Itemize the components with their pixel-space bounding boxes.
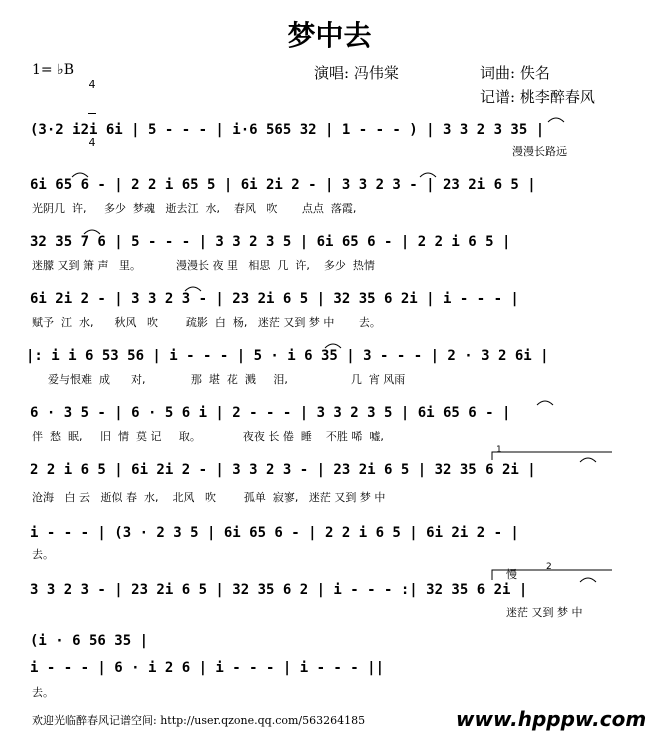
slur-1 (548, 118, 564, 122)
score-row-2-lyrics: 光阴几 许, 多少 梦魂 逝去江 水, 春风 吹 点点 落霞, (32, 202, 357, 215)
score-row-2-notes: 6i 65 6 - | 2 2 i 65 5 | 6i 2i 2 - | 3 3 2 3 - | 23 2i 6 5 | (30, 177, 536, 193)
footer-text: 欢迎光临醉春风记谱空间: http://user.qzone.qq.com/563264185 (32, 714, 366, 727)
song-title: 梦中去 (287, 19, 372, 52)
score-row-3-notes: 32 35 7 6 | 5 - - - | 3 3 2 3 5 | 6i 65 6 - | 2 2 i 6 5 | (30, 234, 511, 250)
score-row-5-lyrics: 爱与恨难 成 对, 那 堪 花 溅 泪, 几 宵 风雨 (48, 373, 406, 386)
volta-1-bracket (492, 452, 612, 460)
singer-credit: 演唱: 冯伟棠 (314, 64, 399, 82)
slur-6 (325, 344, 341, 348)
transcriber-credit: 记谱: 桃李醉春风 (480, 88, 595, 106)
score-row-4-lyrics: 赋予 江 水, 秋风 吹 疏影 白 杨, 迷茫 又到 梦 中 去。 (32, 316, 381, 329)
score-row-11-lyrics: 去。 (32, 686, 54, 699)
score-row-4-notes: 6i 2i 2 - | 3 3 2 3 - | 23 2i 6 5 | 32 35 6 2i | i - - - | (30, 291, 519, 307)
score-row-7-notes: 2 2 i 6 5 | 6i 2i 2 - | 3 3 2 3 - | 23 2i 6 5 | 32 35 6 2i | (30, 462, 536, 478)
score-row-10-notes: (i · 6 56 35 | (30, 633, 149, 649)
score-row-5-notes: |: i i 6 53 56 | i - - - | 5 · i 6 35 | 3 - - - | 2 · 3 2 6i | (26, 348, 549, 364)
watermark: www.hpppw.com (456, 707, 647, 731)
score-row-8-lyrics: 去。 (32, 548, 54, 561)
composer-credit: 词曲: 佚名 (480, 64, 550, 82)
score-row-3-lyrics: 迷朦 又到 箫 声 里。 漫漫长 夜 里 相思 几 许, 多少 热情 (32, 259, 375, 272)
tempo-mark: 慢 (506, 568, 517, 581)
slur-9 (580, 578, 596, 582)
score-row-1-lyrics: 漫漫长路远 (512, 145, 567, 158)
volta-1-label: 1 (496, 445, 502, 455)
slur-4 (84, 230, 100, 234)
score-row-7-lyrics: 沧海 白 云 逝似 春 水, 北风 吹 孤单 寂寥, 迷茫 又到 梦 中 (32, 491, 386, 504)
score-row-1-notes: (3·2 i2i 6i | 5 - - - | i·6 565 32 | 1 - - - ) | 3 3 2 3 35 | (30, 122, 545, 138)
score-row-11-notes: i - - - | 6 · i 2 6 | i - - - | i - - - || (30, 660, 385, 676)
slur-8 (580, 458, 596, 462)
slur-7 (537, 401, 553, 405)
score-row-6-lyrics: 伴 愁 眠, 旧 情 莫 记 取。 夜夜 长 倦 睡 不胜 唏 嘘, (32, 430, 384, 443)
key-signature: 1= ♭B (32, 62, 74, 78)
slur-5 (185, 287, 201, 291)
time-signature-bottom: 4 (88, 136, 96, 149)
volta-2-label: 2 (546, 562, 552, 572)
time-signature-top: 4 (88, 78, 96, 91)
slur-3 (420, 173, 436, 177)
slur-2 (72, 173, 88, 177)
score-row-9-lyrics: 迷茫 又到 梦 中 (506, 606, 583, 619)
score-row-8-notes: i - - - | (3 · 2 3 5 | 6i 65 6 - | 2 2 i 6 5 | 6i 2i 2 - | (30, 525, 519, 541)
score-row-6-notes: 6 · 3 5 - | 6 · 5 6 i | 2 - - - | 3 3 2 3 5 | 6i 65 6 - | (30, 405, 511, 421)
volta-2-bracket (492, 570, 612, 580)
score-row-9-notes: 3 3 2 3 - | 23 2i 6 5 | 32 35 6 2 | i - - - :| 32 35 6 2i | (30, 582, 528, 598)
